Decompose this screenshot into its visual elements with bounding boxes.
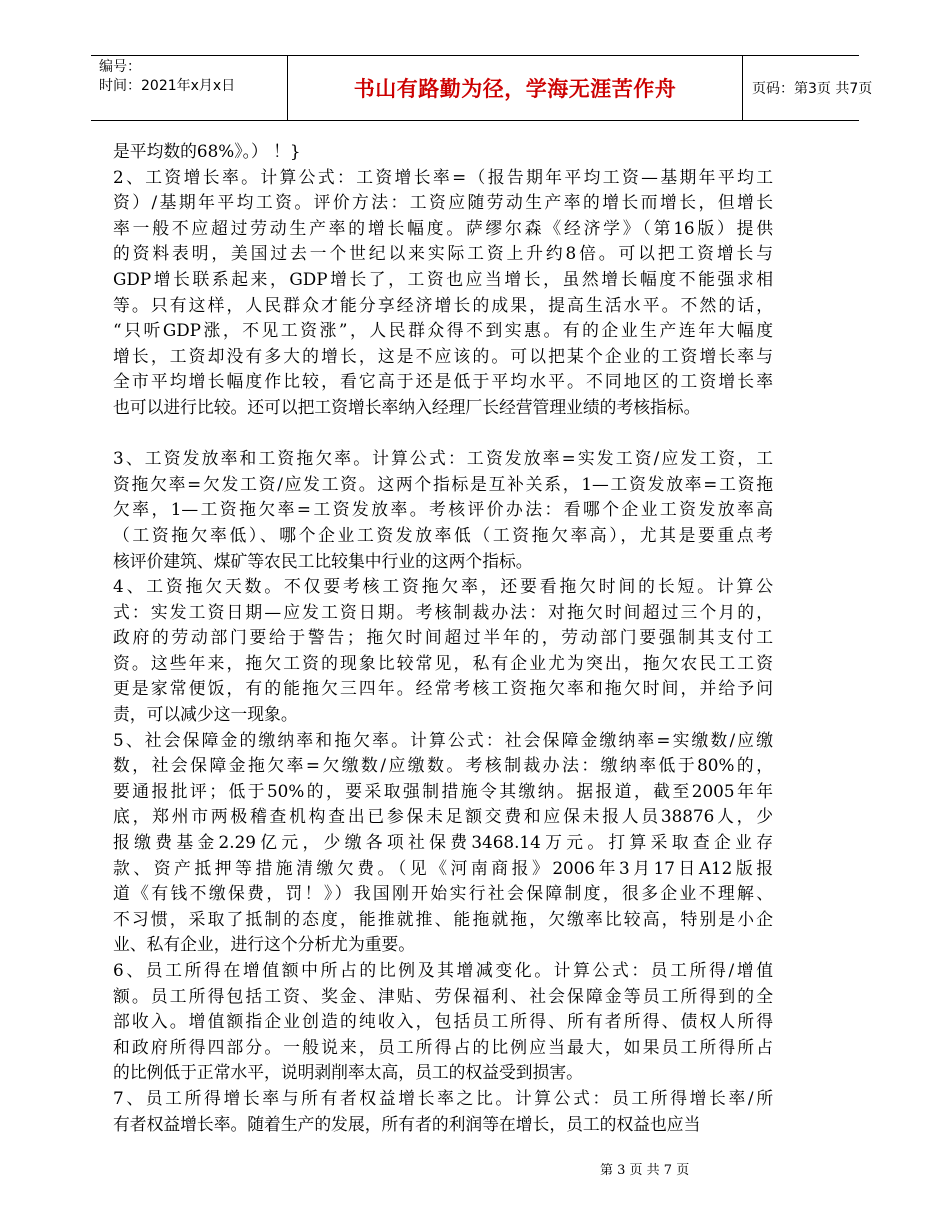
text-line: 4、工资拖欠天数。不仅要考核工资拖欠率，还要看拖欠时间的长短。计算公 — [113, 576, 773, 597]
text-line: 有者权益增长率。随着生产的发展，所有者的利润等在增长，员工的权益也应当 — [113, 1113, 701, 1134]
paragraph — [113, 1086, 773, 1137]
text-line: 核评价建筑、煤矿等农民工比较集中行业的这两个指标。 — [113, 550, 533, 571]
text-line: 5、社会保障金的缴纳率和拖欠率。计算公式：社会保障金缴纳率=实缴数/应缴 — [113, 729, 773, 750]
header-motto-cell — [287, 56, 743, 120]
header-meta-cell — [91, 56, 287, 120]
text-line: 3、工资发放率和工资拖欠率。计算公式：工资发放率=实发工资/应发工资，工 — [113, 448, 773, 469]
header-page-cell — [743, 56, 873, 120]
text-line: 不习惯，采取了抵制的态度，能推就推、能拖就拖，欠缴率比较高，特别是小企 — [113, 908, 773, 929]
text-line: 式：实发工资日期—应发工资日期。考核制裁办法：对拖欠时间超过三个月的， — [113, 601, 773, 622]
paragraph — [113, 574, 773, 728]
text-line: 额。员工所得包括工资、奖金、津贴、劳保福利、社会保障金等员工所得到的全 — [113, 985, 773, 1006]
text-line: 率一般不应超过劳动生产率的增长幅度。萨缪尔森《经济学》（第16版）提供 — [113, 217, 773, 238]
text-line: 全市平均增长幅度作比较，看它高于还是低于平均水平。不同地区的工资增长率 — [113, 371, 773, 392]
paragraph — [113, 446, 773, 574]
text-line: 要通报批评；低于50%的，要采取强制措施令其缴纳。据报道，截至2005年年 — [113, 780, 773, 801]
text-line: 业、私有企业，进行这个分析尤为重要。 — [113, 934, 416, 955]
motto: 书山有路勤为径，学海无涯苦作舟 — [353, 77, 677, 101]
paragraph — [113, 958, 773, 1086]
text-line: “只听GDP涨，不见工资涨”，人民群众得不到实惠。有的企业生产连年大幅度 — [113, 320, 773, 341]
text-line: 数，社会保障金拖欠率=欠缴数/应缴数。考核制裁办法：缴纳率低于80%的， — [113, 755, 773, 776]
text-line: 的资料表明，美国过去一个世纪以来实际工资上升约8倍。可以把工资增长与 — [113, 243, 773, 264]
text-line: 和政府所得四部分。一般说来，员工所得占的比例应当最大，如果员工所得所占 — [113, 1036, 773, 1057]
text-line: GDP增长联系起来，GDP增长了，工资也应当增长，虽然增长幅度不能强求相 — [113, 268, 773, 289]
text-line: 资）/基期年平均工资。评价方法：工资应随劳动生产率的增长而增长，但增长 — [113, 192, 773, 213]
text-line: 2、工资增长率。计算公式：工资增长率=（报告期年平均工资—基期年平均工 — [113, 166, 773, 187]
paragraph — [113, 165, 773, 421]
page-footer: 第 3 页 共 7 页 — [600, 1163, 690, 1178]
text-line: 报缴费基金2.29亿元，少缴各项社保费3468.14万元。打算采取查企业存 — [113, 832, 773, 853]
text-line: 等。只有这样，人民群众才能分享经济增长的成果，提高生活水平。不然的话， — [113, 294, 773, 315]
text-line: 责，可以减少这一现象。 — [113, 704, 298, 725]
text-line: 道《有钱不缴保费，罚！》）我国刚开始实行社会保障制度，很多企业不理解、 — [113, 883, 773, 904]
text-line: 资。这些年来，拖欠工资的现象比较常见，私有企业尤为突出，拖欠农民工工资 — [113, 652, 773, 673]
paragraph — [113, 139, 773, 165]
document-body — [113, 139, 773, 1137]
text-line: 底，郑州市两极稽查机构查出已参保未足额交费和应保未报人员38876人，少 — [113, 806, 773, 827]
page-header — [91, 55, 873, 121]
text-line: 增长，工资却没有多大的增长，这是不应该的。可以把某个企业的工资增长率与 — [113, 345, 773, 366]
text-line: （工资拖欠率低）、哪个企业工资发放率低（工资拖欠率高），尤其是要重点考 — [113, 524, 773, 545]
page-info: 页码：第3页 共7页 — [752, 81, 873, 97]
text-line: 7、员工所得增长率与所有者权益增长率之比。计算公式：员工所得增长率/所 — [113, 1087, 773, 1108]
text-line: 是平均数的68%》。） ！} — [113, 141, 301, 161]
text-line: 也可以进行比较。还可以把工资增长率纳入经理厂长经营管理业绩的考核指标。 — [113, 396, 701, 417]
text-line: 的比例低于正常水平，说明剥削率太高，员工的权益受到损害。 — [113, 1062, 583, 1083]
number-label: 编号： — [99, 59, 141, 75]
text-line: 资拖欠率=欠发工资/应发工资。这两个指标是互补关系，1—工资发放率=工资拖 — [113, 473, 773, 494]
text-line: 款、资产抵押等措施清缴欠费。（见《河南商报》2006年3月17日A12版报 — [113, 857, 773, 878]
text-line: 6、员工所得在增值额中所占的比例及其增减变化。计算公式：员工所得/增值 — [113, 960, 773, 980]
paragraph — [113, 728, 773, 958]
paragraph-gap — [113, 421, 773, 447]
text-line: 部收入。增值额指企业创造的纯收入，包括员工所得、所有者所得、债权人所得 — [113, 1011, 773, 1032]
text-line: 政府的劳动部门要给于警告；拖欠时间超过半年的，劳动部门要强制其支付工 — [113, 627, 773, 648]
time-label: 时间：2021年x月x日 — [99, 78, 236, 94]
text-line: 更是家常便饭，有的能拖欠三四年。经常考核工资拖欠率和拖欠时间，并给予问 — [113, 678, 773, 699]
text-line: 欠率，1—工资拖欠率=工资发放率。考核评价办法：看哪个企业工资发放率高 — [113, 499, 773, 520]
